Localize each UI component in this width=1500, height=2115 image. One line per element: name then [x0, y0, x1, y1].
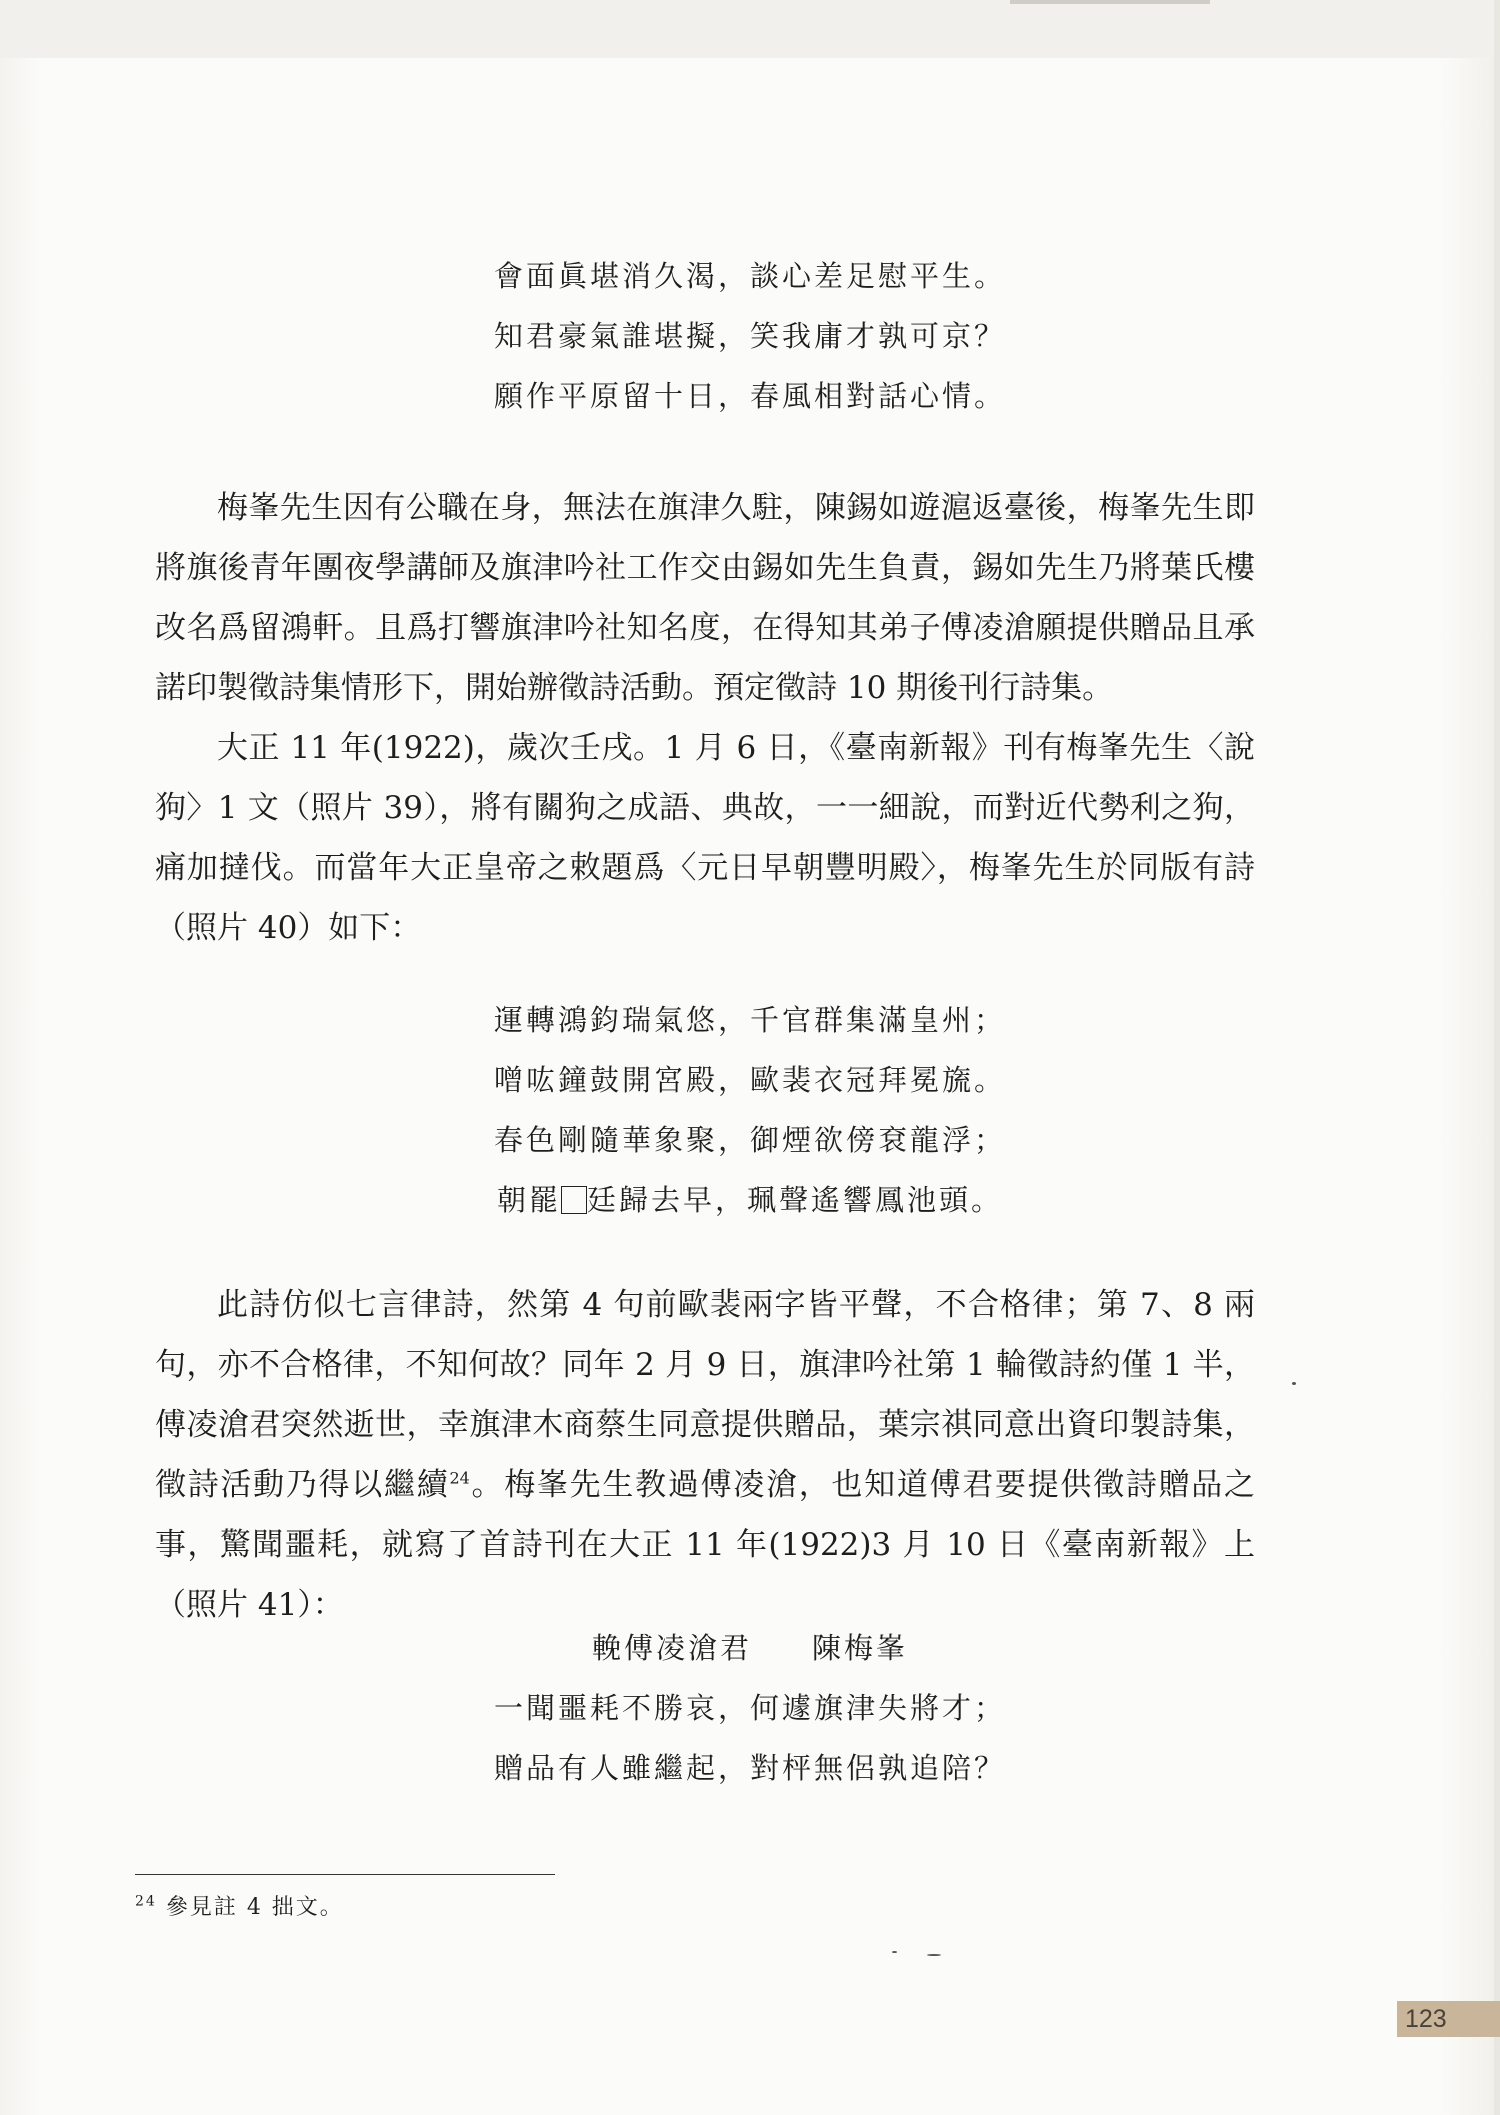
poem-a-line-3: 願作平原留十日，春風相對話心情。: [493, 379, 1006, 413]
poem-b-line-4: [0, 1170, 1500, 1230]
footnote-text: 參見註 4 拙文。: [165, 1895, 344, 1920]
top-scan-mark: [1010, 0, 1210, 4]
page-number: 123: [1397, 2001, 1500, 2037]
poem-b-line-4-after: 廷歸去早，珮聲遙響鳳池頭。: [587, 1183, 1004, 1217]
poem-c-author: 陳梅峯: [812, 1631, 909, 1665]
poem-b-line-2: 噌吰鐘鼓開宮殿，歐裴衣冠拜冕旒。: [493, 1063, 1006, 1097]
scan-speck: [927, 1954, 941, 1956]
paragraph-analysis-text-1: 此詩仿似七言律詩，然第 4 句前歐裴兩字皆平聲，不合格律；第 7、8 兩句，亦不合格律，不知何故？同年 2 月 9 日，旗津吟社第 1 輪徵詩約僅 1 半，傅凌滄君突然逝世，幸旗津木商蔡生同意提供贈品，葉宗祺同意出資印製詩集，徵詩活動乃得以繼續: [155, 1287, 1255, 1503]
poem-a: [0, 246, 1500, 426]
poem-c-line-1: 一聞噩耗不勝哀，何遽旗津失將才；: [493, 1691, 1006, 1725]
poem-b-line-3: 春色剛隨華象聚，御煙欲傍袞龍浮；: [493, 1123, 1006, 1157]
paragraph-meifeng-duty: 梅峯先生因有公職在身，無法在旗津久駐，陳錫如遊滬返臺後，梅峯先生即將旗後青年團夜學講師及旗津吟社工作交由錫如先生負責，錫如先生乃將葉氏樓改名爲留鴻軒。且爲打響旗津吟社知名度，在得知其弟子傅凌滄願提供贈品且承諾印製徵詩集情形下，開始辦徵詩活動。預定徵詩 10 期後刊行詩集。: [155, 490, 1255, 706]
paragraph-taisho-11: 大正 11 年(1922)，歲次壬戌。1 月 6 日，《臺南新報》刊有梅峯先生〈說狗〉1 文（照片 39），將有關狗之成語、典故，一一細說，而對近代勢利之狗，痛加撻伐。而當年大正皇帝之敕題爲〈元日早朝豐明殿〉，梅峯先生於同版有詩（照片 40）如下：: [155, 730, 1255, 946]
prose-a: [155, 478, 1255, 958]
scan-speck: [1292, 1382, 1296, 1385]
top-scan-band: [0, 0, 1500, 58]
paragraph-analysis-text-2: 。梅峯先生教過傅凌滄，也知道傅君要提供徵詩贈品之事，驚聞噩耗，就寫了首詩刊在大正 11 年(1922)3 月 10 日《臺南新報》上（照片 41）：: [155, 1467, 1256, 1623]
poem-c-heading: [0, 1618, 1500, 1678]
footnote-reference: 24: [449, 1468, 470, 1488]
poem-a-line-1: 會面眞堪消久渴，談心差足慰平生。: [493, 259, 1006, 293]
scan-speck: [892, 1951, 897, 1953]
poem-c-line-2: 贈品有人雖繼起，對枰無侶孰追陪？: [493, 1751, 1006, 1785]
missing-character-box: [561, 1186, 587, 1214]
prose-b: [155, 1275, 1255, 1635]
paragraph-analysis: [155, 1275, 1255, 1635]
poem-a-line-2: 知君豪氣誰堪擬，笑我庸才孰可京？: [493, 319, 1006, 353]
footnote: [135, 1890, 344, 1921]
poem-c-title: 輓傅凌滄君: [591, 1631, 752, 1665]
poem-b-line-4-before: 朝罷: [496, 1183, 561, 1217]
poem-b: [0, 990, 1500, 1230]
footnote-number: 24: [135, 1893, 157, 1910]
poem-c: [0, 1678, 1500, 1798]
footnote-rule: [135, 1874, 555, 1875]
poem-b-line-1: 運轉鴻鈞瑞氣悠，千官群集滿皇州；: [493, 1003, 1006, 1037]
